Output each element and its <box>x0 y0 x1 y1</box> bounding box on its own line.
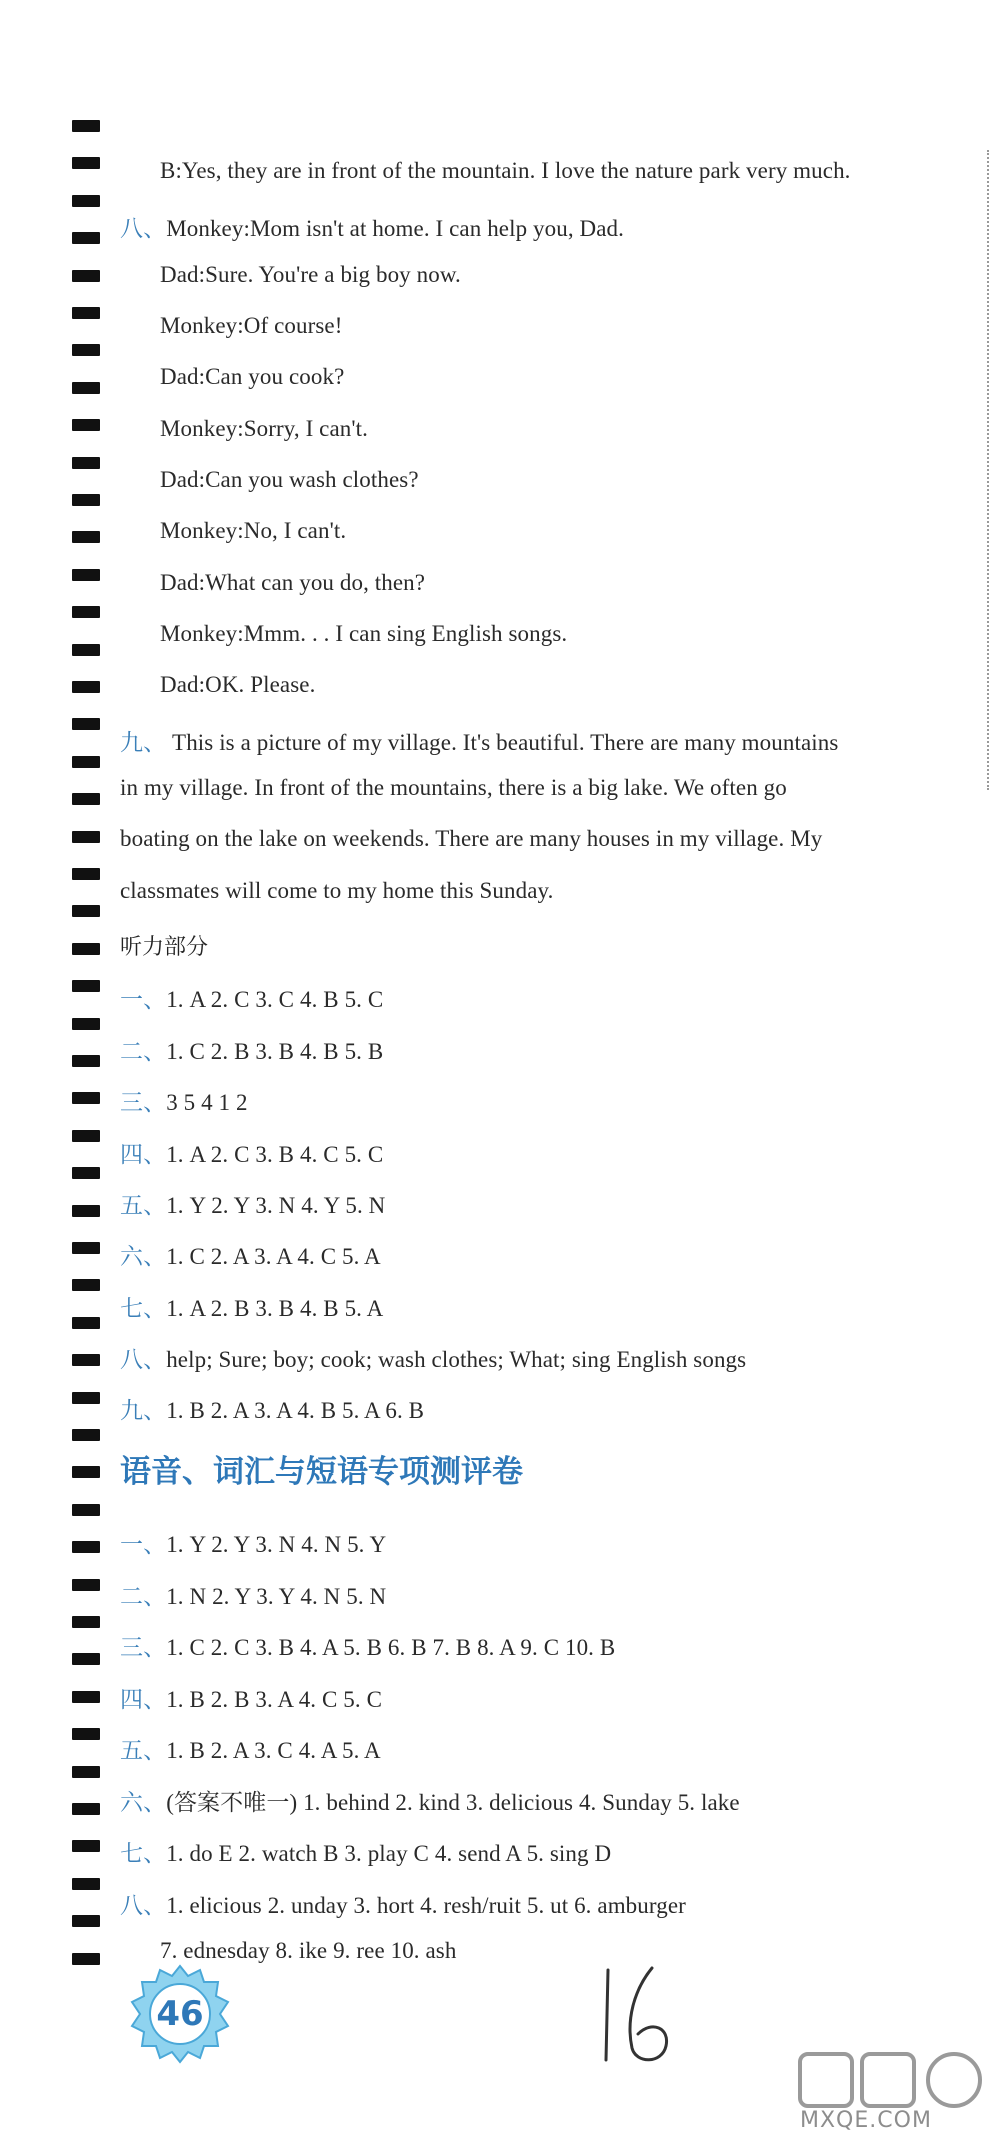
line-text: help; Sure; boy; cook; wash clothes; What; sing English songs <box>166 1347 747 1372</box>
margin-bar <box>72 681 100 693</box>
question-number: 四、 <box>120 1142 167 1168</box>
text-line <box>120 1033 383 1066</box>
text-line <box>160 416 368 442</box>
margin-bar <box>72 644 100 656</box>
cut-line <box>987 150 989 790</box>
margin-bar <box>72 980 100 992</box>
line-text: 1. do E 2. watch B 3. play C 4. send A 5. sing D <box>166 1841 612 1866</box>
line-text: 1. B 2. A 3. A 4. B 5. A 6. B <box>166 1398 425 1423</box>
listening-heading: 听力部分 <box>120 935 209 960</box>
margin-bar <box>72 1279 100 1291</box>
text-line <box>120 878 553 904</box>
question-number: 六、 <box>120 1790 167 1816</box>
question-number: 七、 <box>120 1296 167 1322</box>
text-line <box>120 724 838 757</box>
margin-bar <box>72 1691 100 1703</box>
question-number: 八、 <box>120 1893 167 1919</box>
line-text: 1. B 2. A 3. C 4. A 5. A <box>166 1738 381 1763</box>
margin-bar <box>72 1092 100 1104</box>
text-line <box>160 262 461 288</box>
text-line <box>160 313 342 339</box>
text-line <box>120 1084 248 1117</box>
margin-bar <box>72 793 100 805</box>
text-line <box>120 826 822 852</box>
line-text: 1. A 2. C 3. B 4. C 5. C <box>166 1142 384 1167</box>
line-text: (答案不唯一) 1. behind 2. kind 3. delicious 4. Sunday 5. lake <box>166 1790 740 1815</box>
line-text: Dad:Can you wash clothes? <box>160 467 419 492</box>
line-text: 7. ednesday 8. ike 9. ree 10. ash <box>160 1938 457 1963</box>
margin-bar <box>72 232 100 244</box>
handwritten-number <box>590 1960 680 2070</box>
text-line <box>160 672 315 698</box>
text-line <box>160 518 346 544</box>
margin-bar <box>72 1579 100 1591</box>
margin-bar <box>72 1205 100 1217</box>
margin-bar <box>72 1915 100 1927</box>
margin-bar <box>72 157 100 169</box>
margin-bar <box>72 307 100 319</box>
margin-bar <box>72 344 100 356</box>
margin-bar <box>72 905 100 917</box>
margin-bar <box>72 1840 100 1852</box>
margin-bar <box>72 120 100 132</box>
line-text: Dad:Sure. You're a big boy now. <box>160 262 461 287</box>
line-text: B:Yes, they are in front of the mountain. I love the nature park very much. <box>160 158 851 183</box>
question-number: 五、 <box>120 1738 167 1764</box>
text-line <box>120 981 383 1014</box>
margin-bar <box>72 1392 100 1404</box>
line-text: 1. C 2. B 3. B 4. B 5. B <box>166 1039 384 1064</box>
text-line <box>160 1938 456 1964</box>
text-line <box>120 1238 381 1271</box>
margin-bar <box>72 1953 100 1965</box>
text-line <box>120 1629 615 1662</box>
line-text: classmates will come to my home this Sunday. <box>120 878 554 903</box>
question-number: 三、 <box>120 1090 167 1116</box>
line-text: 1. A 2. C 3. C 4. B 5. C <box>166 987 384 1012</box>
text-line <box>160 570 425 596</box>
binding-margin <box>72 0 102 2147</box>
line-text: This is a picture of my village. It's beautiful. There are many mountains <box>166 730 839 755</box>
text-line <box>120 210 624 243</box>
text-line <box>120 1341 746 1374</box>
line-text: 1. Y 2. Y 3. N 4. N 5. Y <box>166 1532 387 1557</box>
question-number: 六、 <box>120 1244 167 1270</box>
text-line <box>120 775 787 801</box>
text-line <box>120 1887 686 1920</box>
margin-bar <box>72 1466 100 1478</box>
margin-bar <box>72 1167 100 1179</box>
question-number: 四、 <box>120 1687 167 1713</box>
line-text: 1. C 2. C 3. B 4. A 5. B 6. B 7. B 8. A 9. C 10. B <box>166 1635 616 1660</box>
question-number: 三、 <box>120 1635 167 1661</box>
margin-bar <box>72 1766 100 1778</box>
question-number: 五、 <box>120 1193 167 1219</box>
margin-bar <box>72 1130 100 1142</box>
text-line <box>160 621 567 647</box>
margin-bar <box>72 718 100 730</box>
margin-bar <box>72 1317 100 1329</box>
page-number: 46 <box>156 1994 204 2034</box>
line-text: 3 5 4 1 2 <box>166 1090 248 1115</box>
margin-bar <box>72 1429 100 1441</box>
margin-bar <box>72 531 100 543</box>
text-line <box>120 1392 424 1425</box>
line-text: Monkey:Mom isn't at home. I can help you, Dad. <box>166 216 625 241</box>
line-text: Monkey:Sorry, I can't. <box>160 416 368 441</box>
line-text: 1. C 2. A 3. A 4. C 5. A <box>166 1244 381 1269</box>
line-text: Monkey:Mmm. . . I can sing English songs. <box>160 621 568 646</box>
line-text: 1. Y 2. Y 3. N 4. Y 5. N <box>166 1193 386 1218</box>
line-text: 1. N 2. Y 3. Y 4. N 5. N <box>166 1584 387 1609</box>
margin-bar <box>72 606 100 618</box>
question-number: 八、 <box>120 1347 167 1373</box>
line-text: 1. elicious 2. unday 3. hort 4. resh/ruit 5. ut 6. amburger <box>166 1893 686 1918</box>
line-text: 1. A 2. B 3. B 4. B 5. A <box>166 1296 384 1321</box>
line-text: in my village. In front of the mountains, there is a big lake. We often go <box>120 775 787 800</box>
margin-bar <box>72 1541 100 1553</box>
question-number: 二、 <box>120 1039 167 1065</box>
text-line <box>120 1578 386 1611</box>
margin-bar <box>72 1616 100 1628</box>
margin-bar <box>72 1018 100 1030</box>
question-number: 一、 <box>120 987 167 1013</box>
text-line <box>160 158 851 184</box>
margin-bar <box>72 419 100 431</box>
text-line <box>120 1835 611 1868</box>
question-number: 七、 <box>120 1841 167 1867</box>
watermark-text: MXQE.COM <box>800 2108 932 2133</box>
margin-bar <box>72 1653 100 1665</box>
margin-bar <box>72 756 100 768</box>
line-text: Dad:What can you do, then? <box>160 570 426 595</box>
line-text: Dad:OK. Please. <box>160 672 316 697</box>
margin-bar <box>72 943 100 955</box>
margin-bar <box>72 868 100 880</box>
margin-bar <box>72 1242 100 1254</box>
margin-bar <box>72 1728 100 1740</box>
line-text: Dad:Can you cook? <box>160 364 345 389</box>
text-line <box>120 1136 383 1169</box>
margin-bar <box>72 569 100 581</box>
text-line <box>120 1290 383 1323</box>
margin-bar <box>72 457 100 469</box>
question-number: 一、 <box>120 1532 167 1558</box>
margin-bar <box>72 494 100 506</box>
margin-bar <box>72 1055 100 1067</box>
line-text: 1. B 2. B 3. A 4. C 5. C <box>166 1687 383 1712</box>
text-line <box>120 1784 740 1817</box>
question-number: 九、 <box>120 1398 167 1424</box>
text-line <box>120 1187 385 1220</box>
margin-bar <box>72 1803 100 1815</box>
line-text: Monkey:No, I can't. <box>160 518 347 543</box>
section-title: 语音、词汇与短语专项测评卷 <box>120 1454 523 1490</box>
question-number: 九、 <box>120 730 167 756</box>
margin-bar <box>72 1878 100 1890</box>
text-line <box>120 1681 382 1714</box>
text-line <box>120 1732 381 1765</box>
margin-bar <box>72 1354 100 1366</box>
margin-bar <box>72 382 100 394</box>
text-line <box>160 467 419 493</box>
margin-bar <box>72 1504 100 1516</box>
text-line <box>120 1526 386 1559</box>
margin-bar <box>72 195 100 207</box>
question-number: 八、 <box>120 216 167 242</box>
margin-bar <box>72 831 100 843</box>
margin-bar <box>72 270 100 282</box>
line-text: boating on the lake on weekends. There are many houses in my village. My <box>120 826 823 851</box>
question-number: 二、 <box>120 1584 167 1610</box>
text-line <box>160 364 344 390</box>
line-text: Monkey:Of course! <box>160 313 343 338</box>
